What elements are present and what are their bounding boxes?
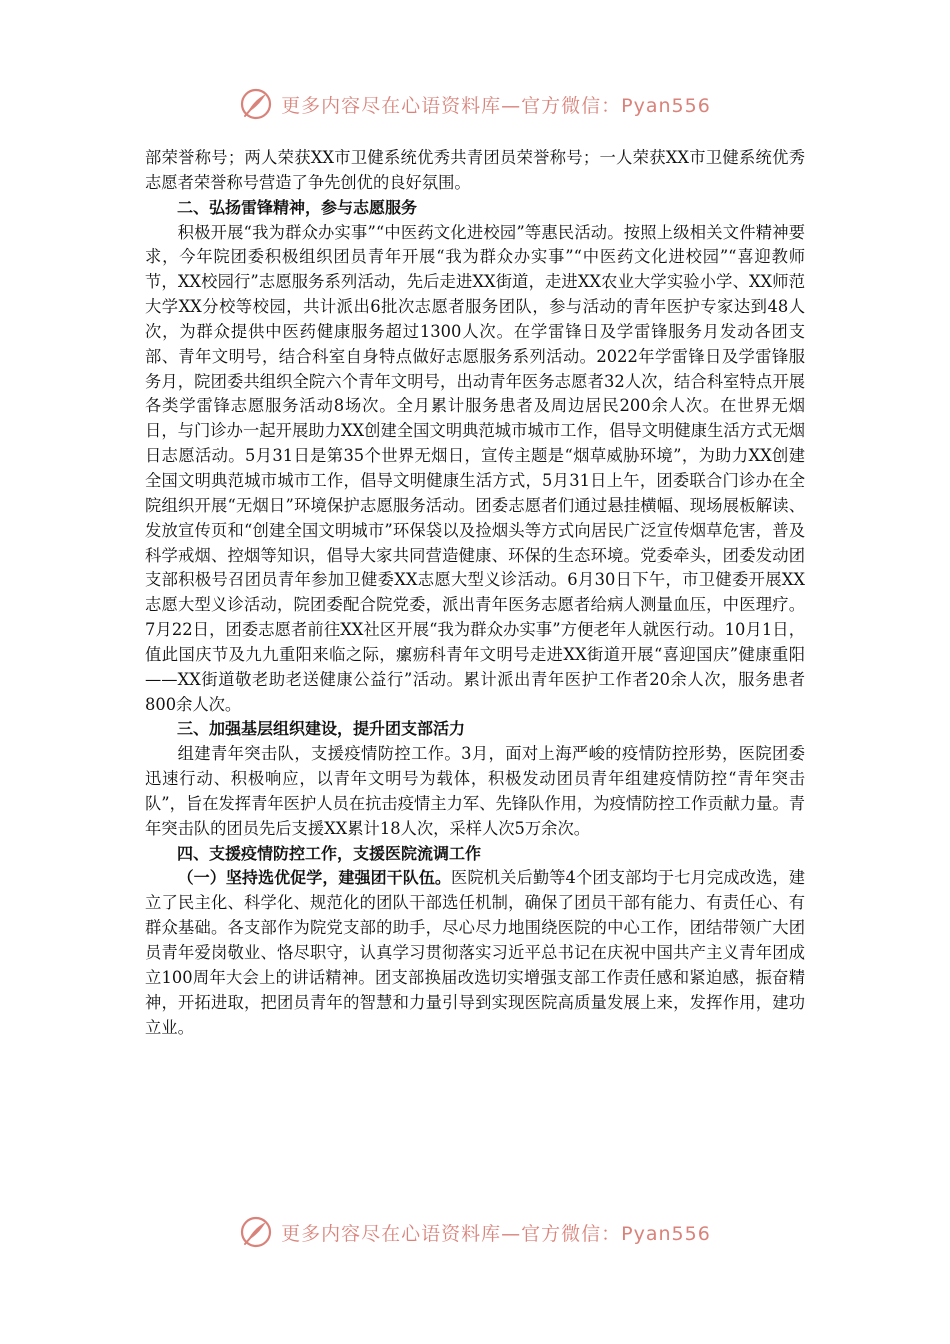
section-heading: 三、加强基层组织建设，提升团支部活力 — [177, 719, 466, 739]
header-watermark-banner — [0, 84, 950, 124]
section-heading: 二、弘扬雷锋精神，参与志愿服务 — [177, 197, 418, 217]
body-paragraph — [145, 866, 805, 1040]
subsection-heading: （一）坚持选优促学，建强团干队伍。 — [177, 868, 451, 888]
body-paragraph: 部荣誉称号；两人荣获XX市卫健系统优秀共青团员荣誉称号；一人荣获XX市卫健系统优秀志愿者荣誉称号营造了争先创优的良好氛围。 — [145, 148, 805, 192]
body-paragraph: 组建青年突击队，支援疫情防控工作。3月，面对上海严峻的疫情防控形势，医院团委迅速行动、积极响应，以青年文明号为载体，积极发动团员青年组建疫情防控“青年突击队”，旨在发挥青年医护人员在抗击疫情主力军、先锋队作用，为疫情防控工作贡献力量。青年突击队的团员先后支援XX累计18人次，采样人次5万余次。 — [145, 744, 805, 838]
document-body — [145, 146, 805, 1040]
feather-pen-logo-icon — [239, 87, 273, 121]
banner-text: 更多内容尽在心语资料库—官方微信：Pyan556 — [281, 1222, 711, 1245]
footer-watermark-banner — [0, 1212, 950, 1252]
banner-text: 更多内容尽在心语资料库—官方微信：Pyan556 — [281, 94, 711, 117]
body-paragraph: 积极开展“我为群众办实事”“中医药文化进校园”等惠民活动。按照上级相关文件精神要求，今年院团委积极组织团员青年开展“我为群众办实事”“中医药文化进校园”“喜迎教师节，XX校园行”志愿服务系列活动，先后走进XX街道，走进XX农业大学实验小学、XX师范大学XX分校等校园，共计派出6批次志愿者服务团队，参与活动的青年医护专家达到48人次，为群众提供中医药健康服务超过1300人次。在学雷锋日及学雷锋服务月发动各团支部、青年文明号，结合科室自身特点做好志愿服务系列活动。2022年学雷锋日及学雷锋服务月，院团委共组织全院六个青年文明号，出动青年医务志愿者32人次，结合科室特点开展各类学雷锋志愿服务活动8场次。全月累计服务患者及周边居民200余人次。在世界无烟日，与门诊办一起开展助力XX创建全国文明典范城市城市工作，倡导文明健康生活方式无烟日志愿活动。5月31日是第35个世界无烟日，宣传主题是“烟草威胁环境”，为助力XX创建全国文明典范城市城市工作，倡导文明健康生活方式，5月31日上午，团委联合门诊办在全院组织开展“无烟日”环境保护志愿服务活动。团委志愿者们通过悬挂横幅、现场展板解读、发放宣传页和“创建全国文明城市”环保袋以及捡烟头等方式向居民广泛宣传烟草危害，普及科学戒烟、控烟等知识，倡导大家共同营造健康、环保的生态环境。党委牵头，团委发动团支部积极号召团员青年参加卫健委XX志愿大型义诊活动。6月30日下午，市卫健委开展XX志愿大型义诊活动，院团委配合院党委，派出青年医务志愿者给病人测量血压，中医理疗。7月22日，团委志愿者前往XX社区开展“我为群众办实事”方便老年人就医行动。10月1日，值此国庆节及九九重阳来临之际，瘰疬科青年文明号走进XX街道开展“喜迎国庆”健康重阳——XX街道敬老助老送健康公益行”活动。累计派出青年医护工作者20余人次，服务患者800余人次。 — [145, 222, 805, 714]
section-heading: 四、支援疫情防控工作，支援医院流调工作 — [177, 843, 482, 863]
body-text: 医院机关后勤等4个团支部均于七月完成改选，建立了民主化、科学化、规范化的团队干部选任机制，确保了团员干部有能力、有责任心、有群众基础。各支部作为院党支部的助手，尽心尽力地围绕医院的中心工作，团结带领广大团员青年爱岗敬业、恪尽职守，认真学习贯彻落实习近平总书记在庆祝中国共产主义青年团成立100周年大会上的讲话精神。团支部换届改选切实增强支部工作责任感和紧迫感，振奋精神，开拓进取，把团员青年的智慧和力量引导到实现医院高质量发展上来，发挥作用，建功立业。 — [145, 868, 805, 1037]
feather-pen-logo-icon — [239, 1215, 273, 1249]
